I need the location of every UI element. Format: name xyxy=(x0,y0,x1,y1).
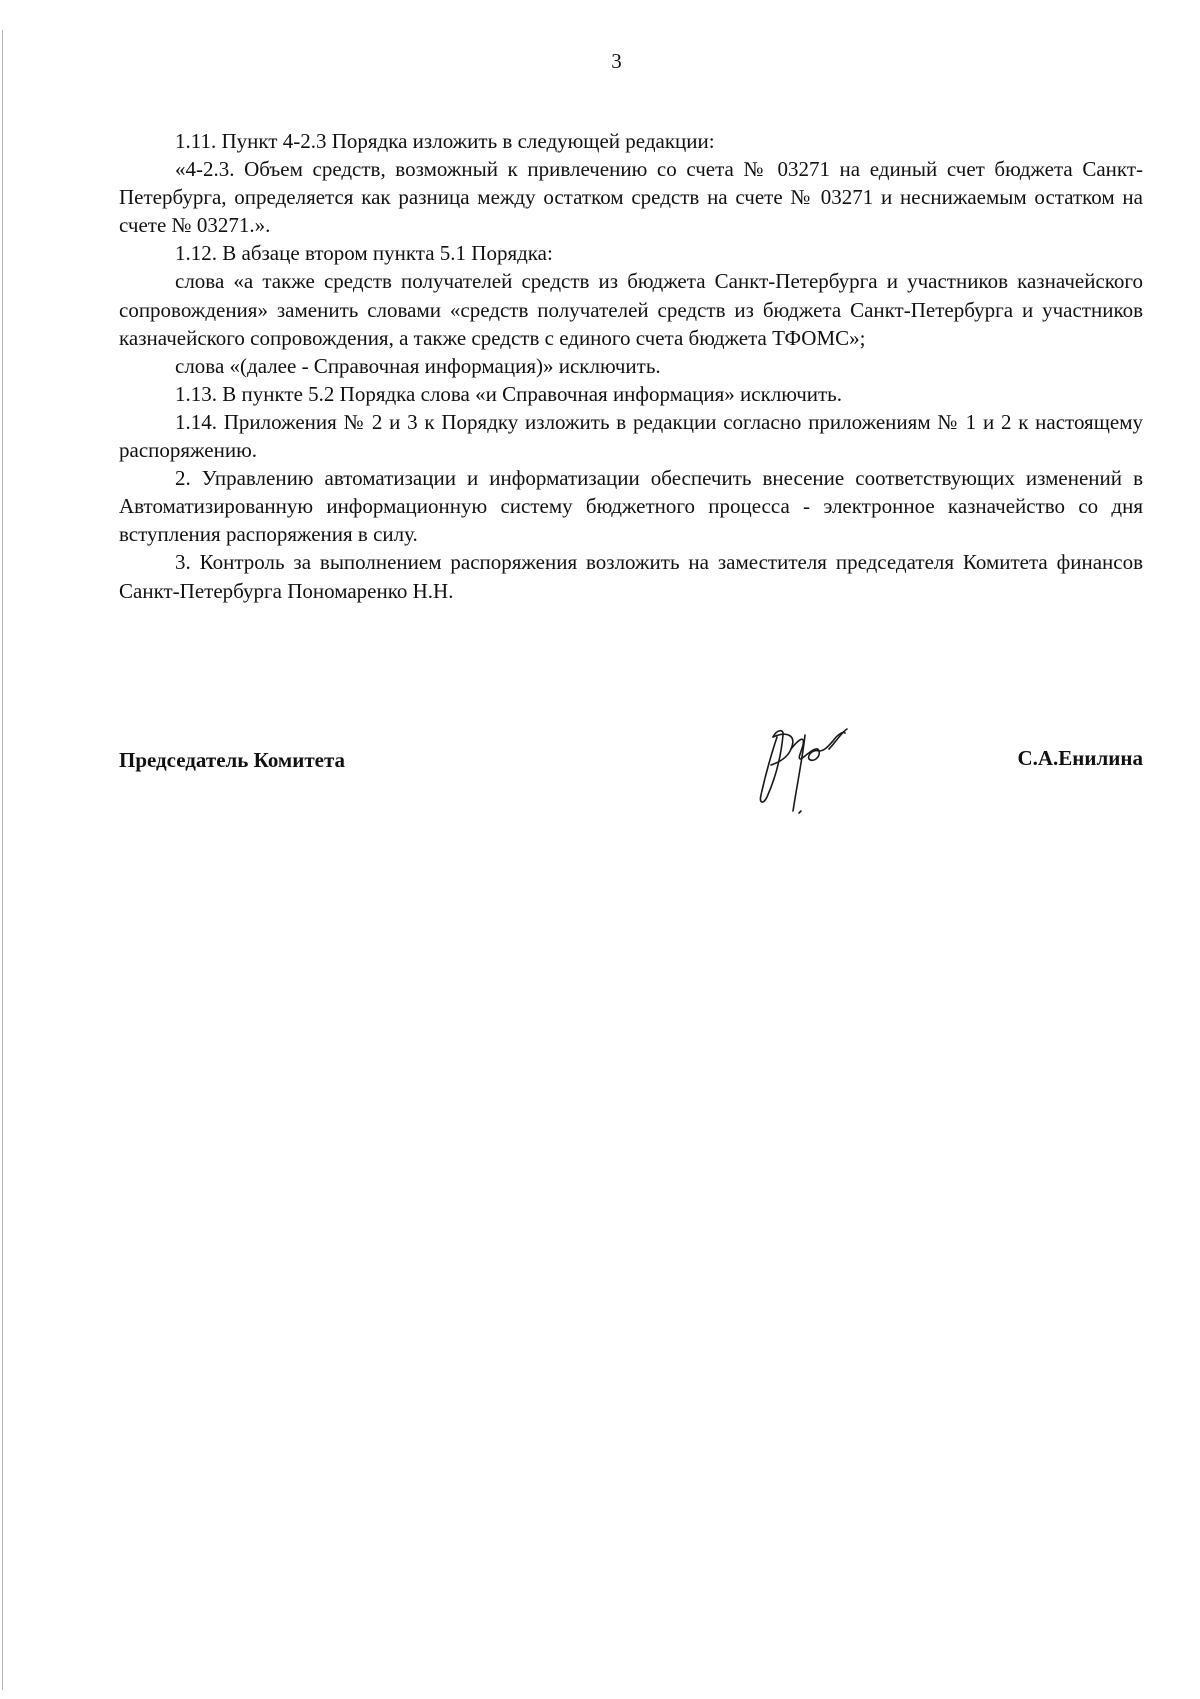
paragraph-1-12: 1.12. В абзаце втором пункта 5.1 Порядка: xyxy=(175,241,553,266)
paragraph-1-14: 1.14. Приложения № 2 и 3 к Порядку изложить в редакции согласно приложениям № 1 и 2 к настоящему распоряжению. xyxy=(119,409,1143,463)
scan-edge-line xyxy=(2,30,3,1690)
signature-block xyxy=(119,745,1143,805)
signatory-name: С.А.Енилина xyxy=(1017,746,1143,770)
paragraph-3: 3. Контроль за выполнением распоряжения возложить на заместителя председателя Комитета финансов Санкт-Петербурга Пономаренко Н.Н. xyxy=(119,550,1143,603)
paragraph-1-11: 1.11. Пункт 4-2.3 Порядка изложить в следующей редакции: xyxy=(175,129,715,153)
paragraph-2: 2. Управлению автоматизации и информатизации обеспечить внесение соответствующих изменений в Автоматизированную информационную систему бюджетного процесса - электронное казначейство со дня вступления распоряжения в силу. xyxy=(119,466,1143,547)
paragraph-1-13: 1.13. В пункте 5.2 Порядка слова «и Справочная информация» исключить. xyxy=(175,381,842,406)
signatory-position: Председатель Комитета xyxy=(119,748,346,772)
document-body xyxy=(119,127,1143,605)
paragraph-4-2-3-quote: «4-2.3. Объем средств, возможный к привлечению со счета № 03271 на единый счет бюджета Санкт-Петербурга, определяется как разница между остатком средств на счете № 03271 и неснижаемым остатком на счете № 03271.». xyxy=(119,157,1143,238)
paragraph-1-12-words-replace: слова «а также средств получателей средств из бюджета Санкт-Петербурга и участников казначейского сопровождения» заменить словами «средств получателей средств из бюджета Санкт-Петербурга и участников казначейского сопровождения, а также средств с единого счета бюджета ТФОМС»; xyxy=(119,269,1143,350)
handwritten-signature xyxy=(747,715,867,815)
paragraph-1-12-words-exclude: слова «(далее - Справочная информация)» исключить. xyxy=(175,353,661,378)
page-number: 3 xyxy=(611,49,622,73)
